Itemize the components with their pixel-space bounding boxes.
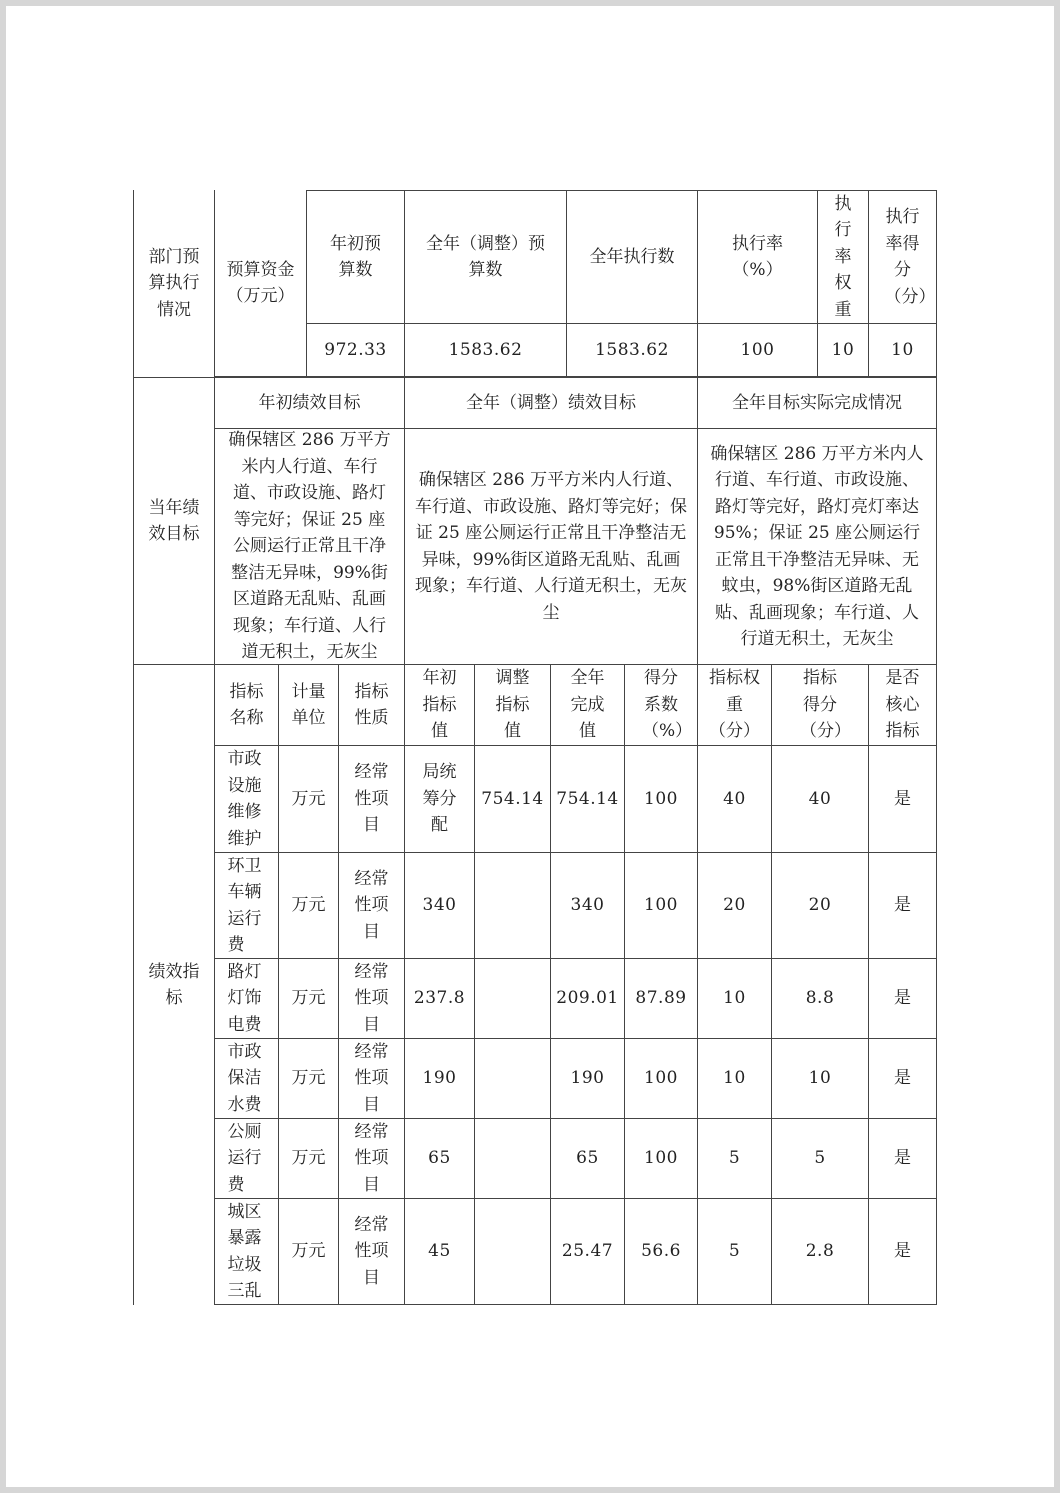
header-indicator-completed: 全年完成值: [551, 665, 625, 746]
table-row-core: 是: [869, 746, 937, 853]
header-initial-budget: 年初预算数: [307, 190, 405, 324]
value-exec-rate: 100: [698, 324, 818, 377]
header-indicator-coef: 得分系数（%）: [625, 665, 698, 746]
table-row-nature: 经常性项目: [339, 1199, 405, 1305]
table-row-adjusted: [475, 1119, 551, 1199]
value-initial-budget: 972.33: [307, 324, 405, 377]
table-row-coef: 100: [625, 853, 698, 959]
value-executed: 1583.62: [567, 324, 698, 377]
table-row-core: 是: [869, 1119, 937, 1199]
header-indicator-unit: 计量单位: [279, 665, 339, 746]
table-row-nature: 经常性项目: [339, 959, 405, 1039]
table-row-unit: 万元: [279, 746, 339, 853]
text-initial-goal: 确保辖区 286 万平方米内人行道、车行道、市政设施、路灯等完好；保证 25 座公厕运行正常且干净整洁无异味，99%街区道路无乱贴、乱画现象；车行道、人行道无积土，无灰尘: [215, 429, 405, 665]
fund-label: 预算资金（万元）: [215, 190, 307, 377]
table-row-coef: 56.6: [625, 1199, 698, 1305]
table-row-name: 公厕运行费: [214, 1119, 279, 1199]
table-row-unit: 万元: [279, 1119, 339, 1199]
table-row-weight: 20: [698, 853, 772, 959]
table-row-score: 20: [772, 853, 869, 959]
table-row-core: 是: [869, 853, 937, 959]
header-indicator-initial: 年初指标值: [405, 665, 475, 746]
table-row-unit: 万元: [279, 853, 339, 959]
table-row-adjusted: 754.14: [475, 746, 551, 853]
table-row-completed: 340: [551, 853, 625, 959]
header-adjusted-budget: 全年（调整）预算数: [405, 190, 567, 324]
header-executed: 全年执行数: [567, 190, 698, 324]
indicators-section-label: 绩效指标: [133, 665, 215, 1305]
header-initial-goal: 年初绩效目标: [215, 377, 405, 429]
table-row-name: 市政保洁水费: [214, 1039, 279, 1119]
value-adjusted-budget: 1583.62: [405, 324, 567, 377]
budget-section-label: 部门预算执行情况: [133, 190, 215, 377]
table-row-core: 是: [869, 1199, 937, 1305]
table-row-unit: 万元: [279, 1039, 339, 1119]
table-row-nature: 经常性项目: [339, 853, 405, 959]
header-exec-weight: 执行率权重: [818, 190, 869, 324]
table-row-adjusted: [475, 1039, 551, 1119]
table-row-completed: 190: [551, 1039, 625, 1119]
table-row-core: 是: [869, 959, 937, 1039]
table-row-core: 是: [869, 1039, 937, 1119]
header-actual-goal: 全年目标实际完成情况: [698, 377, 937, 429]
table-row-completed: 65: [551, 1119, 625, 1199]
table-row-initial: 340: [405, 853, 475, 959]
table-row-adjusted: [475, 1199, 551, 1305]
header-exec-score: 执行率得分（分）: [869, 190, 937, 324]
table-row-score: 8.8: [772, 959, 869, 1039]
table-row-initial: 45: [405, 1199, 475, 1305]
header-exec-rate: 执行率（%）: [698, 190, 818, 324]
text-actual-goal: 确保辖区 286 万平方米内人行道、车行道、市政设施、路灯等完好，路灯亮灯率达95%；保证 25 座公厕运行正常且干净整洁无异味、无蚊虫，98%街区道路无乱贴、乱画现象；车行道、人行道无积土，无灰尘: [698, 429, 937, 665]
value-exec-score: 10: [869, 324, 937, 377]
table-row-nature: 经常性项目: [339, 1119, 405, 1199]
table-row-unit: 万元: [279, 959, 339, 1039]
table-row-coef: 87.89: [625, 959, 698, 1039]
table-row-weight: 10: [698, 959, 772, 1039]
table-row-adjusted: [475, 853, 551, 959]
goals-section-label: 当年绩效目标: [133, 377, 215, 665]
header-indicator-weight: 指标权重（分）: [698, 665, 772, 746]
table-row-coef: 100: [625, 1119, 698, 1199]
table-row-score: 10: [772, 1039, 869, 1119]
table-row-initial: 190: [405, 1039, 475, 1119]
table-row-weight: 5: [698, 1119, 772, 1199]
table-row-completed: 754.14: [551, 746, 625, 853]
table-row-coef: 100: [625, 1039, 698, 1119]
table-row-weight: 40: [698, 746, 772, 853]
table-row-name: 市政设施维修维护: [214, 746, 279, 853]
table-row-weight: 5: [698, 1199, 772, 1305]
header-indicator-adjusted: 调整指标值: [475, 665, 551, 746]
table-row-adjusted: [475, 959, 551, 1039]
header-indicator-name: 指标名称: [215, 665, 279, 746]
table-row-name: 路灯灯饰电费: [214, 959, 279, 1039]
table-row-initial: 局统筹分配: [405, 746, 475, 853]
table-row-nature: 经常性项目: [339, 1039, 405, 1119]
table-row-initial: 237.8: [405, 959, 475, 1039]
value-exec-weight: 10: [818, 324, 869, 377]
table-row-name: 城区暴露垃圾三乱: [214, 1199, 279, 1305]
table-row-score: 2.8: [772, 1199, 869, 1305]
table-row-score: 40: [772, 746, 869, 853]
table-row-weight: 10: [698, 1039, 772, 1119]
header-indicator-core: 是否核心指标: [869, 665, 937, 746]
table-row-completed: 25.47: [551, 1199, 625, 1305]
header-indicator-nature: 指标性质: [339, 665, 405, 746]
table-row-nature: 经常性项目: [339, 746, 405, 853]
table-row-coef: 100: [625, 746, 698, 853]
table-row-unit: 万元: [279, 1199, 339, 1305]
table-row-score: 5: [772, 1119, 869, 1199]
text-adjusted-goal: 确保辖区 286 万平方米内人行道、车行道、市政设施、路灯等完好；保证 25 座公厕运行正常且干净整洁无异味，99%街区道路无乱贴、乱画现象；车行道、人行道无积土，无灰尘: [405, 429, 698, 665]
table-row-name: 环卫车辆运行费: [214, 853, 279, 959]
header-adjusted-goal: 全年（调整）绩效目标: [405, 377, 698, 429]
table-row-initial: 65: [405, 1119, 475, 1199]
table-row-completed: 209.01: [551, 959, 625, 1039]
header-indicator-score: 指标得分（分）: [772, 665, 869, 746]
